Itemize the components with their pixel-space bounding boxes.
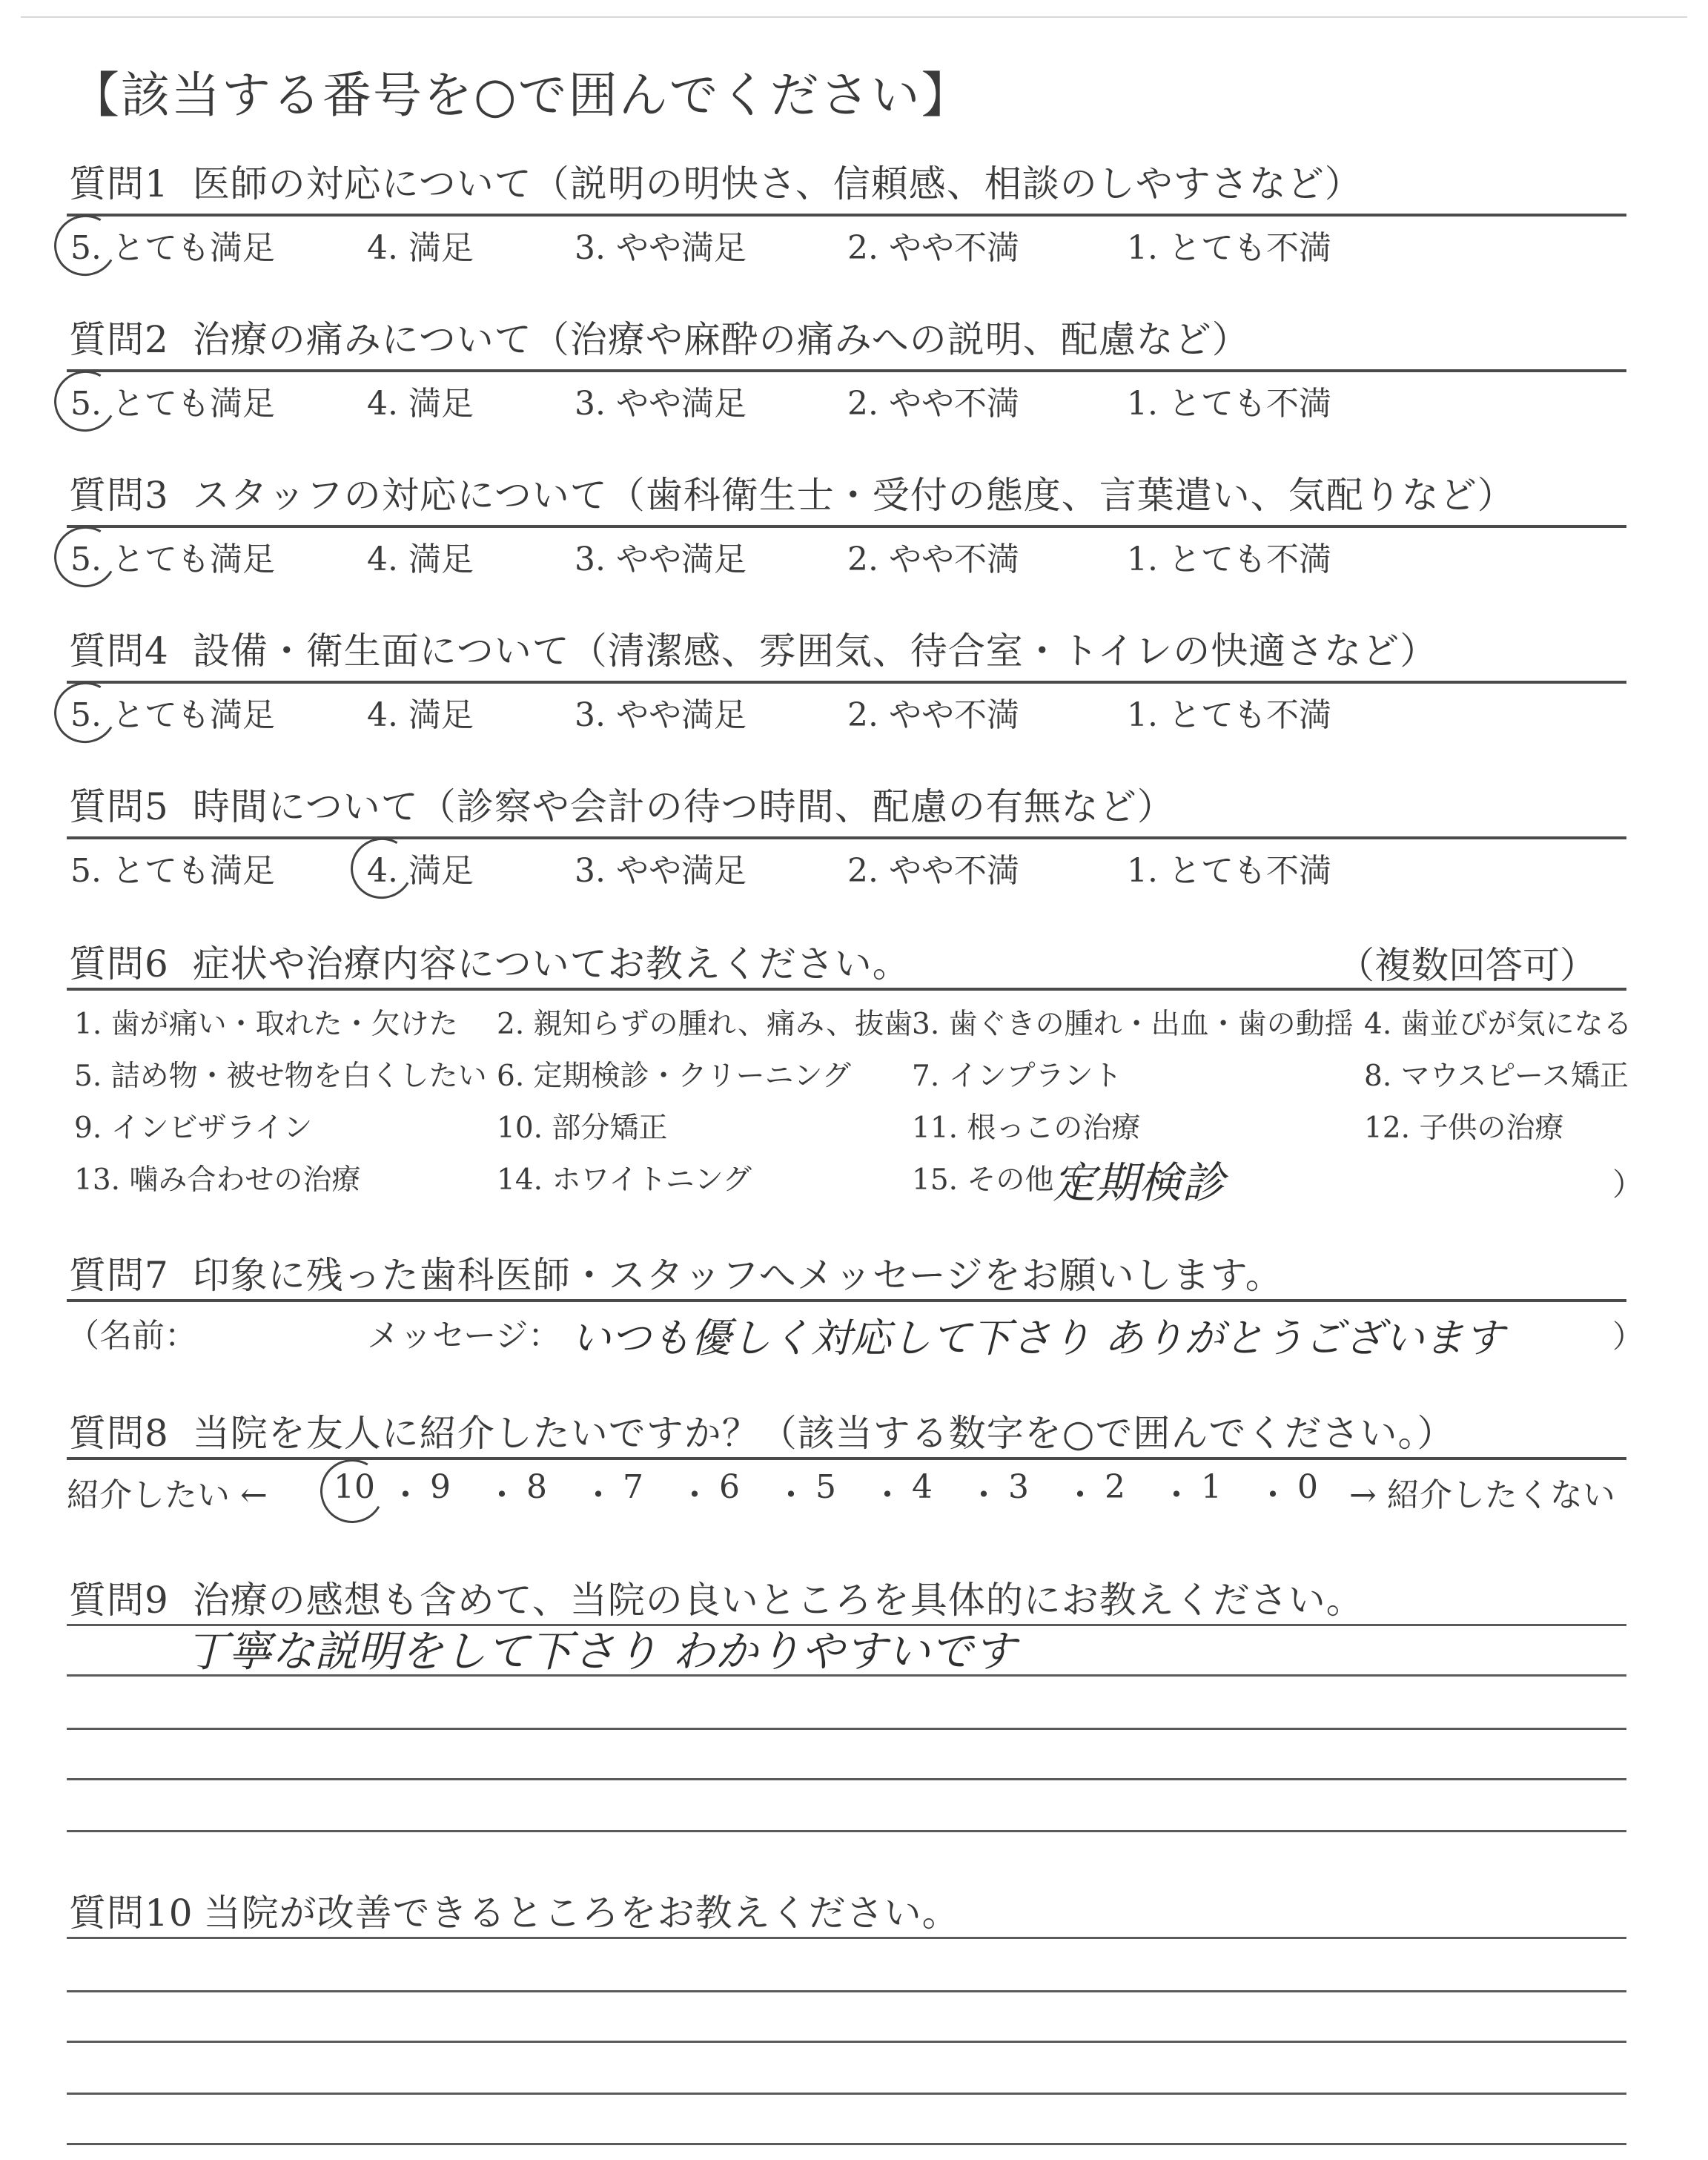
- q3-selection-circle: [47, 520, 123, 595]
- q8-title: [69, 1404, 1454, 1457]
- q1-option-3[interactable]: 3. やや満足: [575, 229, 747, 267]
- q2-option-3[interactable]: 3. やや満足: [575, 385, 747, 423]
- q8-scale-separator: ・: [1257, 1476, 1289, 1514]
- q1-option-5[interactable]: 5. とても満足: [70, 229, 275, 267]
- q6-option-2[interactable]: 2. 親知らずの腫れ、痛み、抜歯: [497, 1008, 913, 1041]
- q8-scale-9[interactable]: 9: [430, 1468, 451, 1506]
- q8-scale-5[interactable]: 5: [815, 1468, 836, 1506]
- q1-selection-circle: [47, 208, 123, 283]
- q3-rule: [67, 525, 1626, 528]
- q8-scale-2[interactable]: 2: [1105, 1468, 1125, 1506]
- q6-option-3[interactable]: 3. 歯ぐきの腫れ・出血・歯の動揺: [912, 1008, 1354, 1041]
- q8-selection-circle: [313, 1452, 391, 1530]
- q4-text: 設備・衛生面について（清潔感、雰囲気、待合室・トイレの快適さなど）: [192, 630, 1438, 673]
- q1-option-4[interactable]: 4. 満足: [367, 229, 474, 267]
- q7-message-label: メッセージ：: [367, 1317, 561, 1355]
- q1-title: [69, 154, 1363, 208]
- q2-title: [69, 310, 1250, 363]
- q3-option-2[interactable]: 2. やや不満: [847, 541, 1019, 578]
- q6-option-9[interactable]: 9. インビザライン: [74, 1112, 313, 1145]
- q6-number: 質問6: [69, 942, 169, 985]
- q6-other-answer[interactable]: 定期検診: [1053, 1157, 1225, 1208]
- q6-rule: [67, 988, 1626, 991]
- q2-number: 質問2: [69, 318, 169, 361]
- q9-line-5: [67, 1830, 1626, 1832]
- q6-option-1[interactable]: 1. 歯が痛い・取れた・欠けた: [74, 1008, 458, 1041]
- q8-scale-separator: ・: [1160, 1476, 1193, 1514]
- q5-rule: [67, 836, 1626, 839]
- q4-title: [69, 621, 1437, 675]
- q8-scale-separator: ・: [678, 1476, 711, 1514]
- q4-options: [70, 688, 1642, 733]
- q3-option-3[interactable]: 3. やや満足: [575, 541, 747, 578]
- q10-number: 質問10: [69, 1892, 193, 1935]
- q8-scale-8[interactable]: 8: [526, 1468, 547, 1506]
- q4-option-3[interactable]: 3. やや満足: [575, 696, 747, 734]
- q4-option-1[interactable]: 1. とても不満: [1127, 696, 1331, 734]
- q8-scale-separator: ・: [486, 1476, 518, 1514]
- q4-option-2[interactable]: 2. やや不満: [847, 696, 1019, 734]
- q8-scale-separator: ・: [967, 1476, 1000, 1514]
- q3-number: 質問3: [69, 474, 169, 517]
- q5-option-1[interactable]: 1. とても不満: [1127, 852, 1331, 890]
- q1-option-1[interactable]: 1. とても不満: [1127, 229, 1331, 267]
- q8-scale-separator: ・: [582, 1476, 615, 1514]
- q5-option-5[interactable]: 5. とても満足: [70, 852, 275, 890]
- q4-option-5[interactable]: 5. とても満足: [70, 696, 275, 734]
- q2-option-5[interactable]: 5. とても満足: [70, 385, 275, 423]
- instruction-header: 【該当する番号を○で囲んでください】: [70, 67, 972, 124]
- q4-rule: [67, 681, 1626, 684]
- q2-rule: [67, 369, 1626, 372]
- q8-scale-1[interactable]: 1: [1201, 1468, 1222, 1506]
- top-border: [21, 16, 1687, 18]
- q8-scale-4[interactable]: 4: [912, 1468, 933, 1506]
- q6-option-4[interactable]: 4. 歯並びが気になる: [1364, 1008, 1632, 1041]
- q2-option-1[interactable]: 1. とても不満: [1127, 385, 1331, 423]
- q9-number: 質問9: [69, 1579, 169, 1622]
- q8-scale-separator: ・: [389, 1476, 422, 1514]
- q8-rule: [67, 1457, 1626, 1460]
- q3-option-5[interactable]: 5. とても満足: [70, 541, 275, 578]
- q8-scale-separator: ・: [775, 1476, 807, 1514]
- q8-text: 当院を友人に紹介したいですか？（該当する数字を○で囲んでください。）: [192, 1412, 1455, 1455]
- q9-answer[interactable]: 丁寧な説明をして下さり わかりやすいです: [185, 1626, 1016, 1677]
- q4-selection-circle: [47, 676, 123, 750]
- q3-title: [69, 466, 1515, 519]
- q6-option-5[interactable]: 5. 詰め物・被せ物を白くしたい: [74, 1060, 487, 1093]
- q9-line-1: [67, 1624, 1626, 1626]
- q4-number: 質問4: [69, 630, 169, 673]
- q6-option-7[interactable]: 7. インプラント: [912, 1060, 1122, 1093]
- q10-text: 当院が改善できるところをお教えください。: [203, 1892, 960, 1935]
- q6-note: （複数回答可）: [1337, 944, 1597, 987]
- q8-right-label: → 紹介したくない: [1349, 1476, 1615, 1514]
- q9-line-4: [67, 1778, 1626, 1780]
- q6-option-11[interactable]: 11. 根っこの治療: [912, 1112, 1141, 1145]
- q6-option-13[interactable]: 13. 噛み合わせの治療: [74, 1163, 361, 1197]
- q6-option-8[interactable]: 8. マウスピース矯正: [1364, 1060, 1629, 1093]
- q7-close: ）: [1612, 1318, 1644, 1355]
- q6-option-6[interactable]: 6. 定期検診・クリーニング: [497, 1060, 851, 1093]
- q10-line-1: [67, 1937, 1626, 1939]
- q5-option-2[interactable]: 2. やや不満: [847, 852, 1019, 890]
- q8-left-label: 紹介したい ←: [67, 1476, 268, 1514]
- q8-scale-separator: ・: [1064, 1476, 1096, 1514]
- q5-option-3[interactable]: 3. やや満足: [575, 852, 747, 890]
- q9-line-2: [67, 1674, 1626, 1677]
- q6-option-14[interactable]: 14. ホワイトニング: [497, 1163, 752, 1197]
- q8-scale-0[interactable]: 0: [1297, 1468, 1318, 1506]
- q10-line-3: [67, 2041, 1626, 2043]
- q5-title: [69, 777, 1175, 830]
- q5-number: 質問5: [69, 785, 169, 828]
- q8-scale-separator: ・: [871, 1476, 904, 1514]
- q7-rule: [67, 1299, 1626, 1302]
- q10-line-2: [67, 1990, 1626, 1992]
- q6-option-12[interactable]: 12. 子供の治療: [1364, 1112, 1564, 1145]
- q7-text: 印象に残った歯科医師・スタッフへメッセージをお願いします。: [192, 1254, 1283, 1297]
- q6-title: [69, 934, 910, 988]
- q7-title: [69, 1246, 1283, 1299]
- q3-text: スタッフの対応について（歯科衛生士・受付の態度、言葉遣い、気配りなど）: [192, 474, 1515, 517]
- q3-options: [70, 532, 1642, 577]
- q6-text: 症状や治療内容についてお教えください。: [192, 942, 910, 985]
- q6-option-10[interactable]: 10. 部分矯正: [497, 1112, 668, 1145]
- q1-rule: [67, 214, 1626, 217]
- q5-option-4[interactable]: 4. 満足: [367, 852, 474, 890]
- q2-selection-circle: [47, 364, 123, 439]
- q2-options: [70, 377, 1642, 421]
- q9-text: 治療の感想も含めて、当院の良いところを具体的にお教えください。: [192, 1579, 1364, 1622]
- q2-text: 治療の痛みについて（治療や麻酔の痛みへの説明、配慮など）: [192, 318, 1250, 361]
- q7-number: 質問7: [69, 1254, 169, 1297]
- q10-line-5: [67, 2143, 1626, 2145]
- q4-option-4[interactable]: 4. 満足: [367, 696, 474, 734]
- q1-options: [70, 221, 1642, 265]
- q8-scale-6[interactable]: 6: [719, 1468, 740, 1506]
- q5-text: 時間について（診察や会計の待つ時間、配慮の有無など）: [192, 785, 1175, 828]
- q2-option-4[interactable]: 4. 満足: [367, 385, 474, 423]
- q9-line-3: [67, 1728, 1626, 1730]
- q10-title: [69, 1883, 960, 1937]
- q3-option-1[interactable]: 1. とても不満: [1127, 541, 1331, 578]
- q1-text: 医師の対応について（説明の明快さ、信頼感、相談のしやすさなど）: [192, 162, 1363, 205]
- q1-number: 質問1: [69, 162, 169, 205]
- q7-message-answer[interactable]: いつも優しく対応して下さり ありがとうございます: [571, 1315, 1505, 1361]
- q5-selection-circle: [344, 831, 420, 906]
- q6-other-close: ）: [1612, 1166, 1644, 1203]
- q1-option-2[interactable]: 2. やや不満: [847, 229, 1019, 267]
- q8-number: 質問8: [69, 1412, 169, 1455]
- q8-scale-10[interactable]: 10: [334, 1468, 375, 1506]
- q10-line-4: [67, 2093, 1626, 2095]
- q5-options: [70, 844, 1642, 888]
- q6-option-15[interactable]: 15. その他（: [912, 1163, 1083, 1197]
- q8-scale-3[interactable]: 3: [1008, 1468, 1029, 1506]
- q3-option-4[interactable]: 4. 満足: [367, 541, 474, 578]
- q7-name-label: （名前：: [67, 1317, 197, 1355]
- q8-scale-7[interactable]: 7: [623, 1468, 643, 1506]
- q2-option-2[interactable]: 2. やや不満: [847, 385, 1019, 423]
